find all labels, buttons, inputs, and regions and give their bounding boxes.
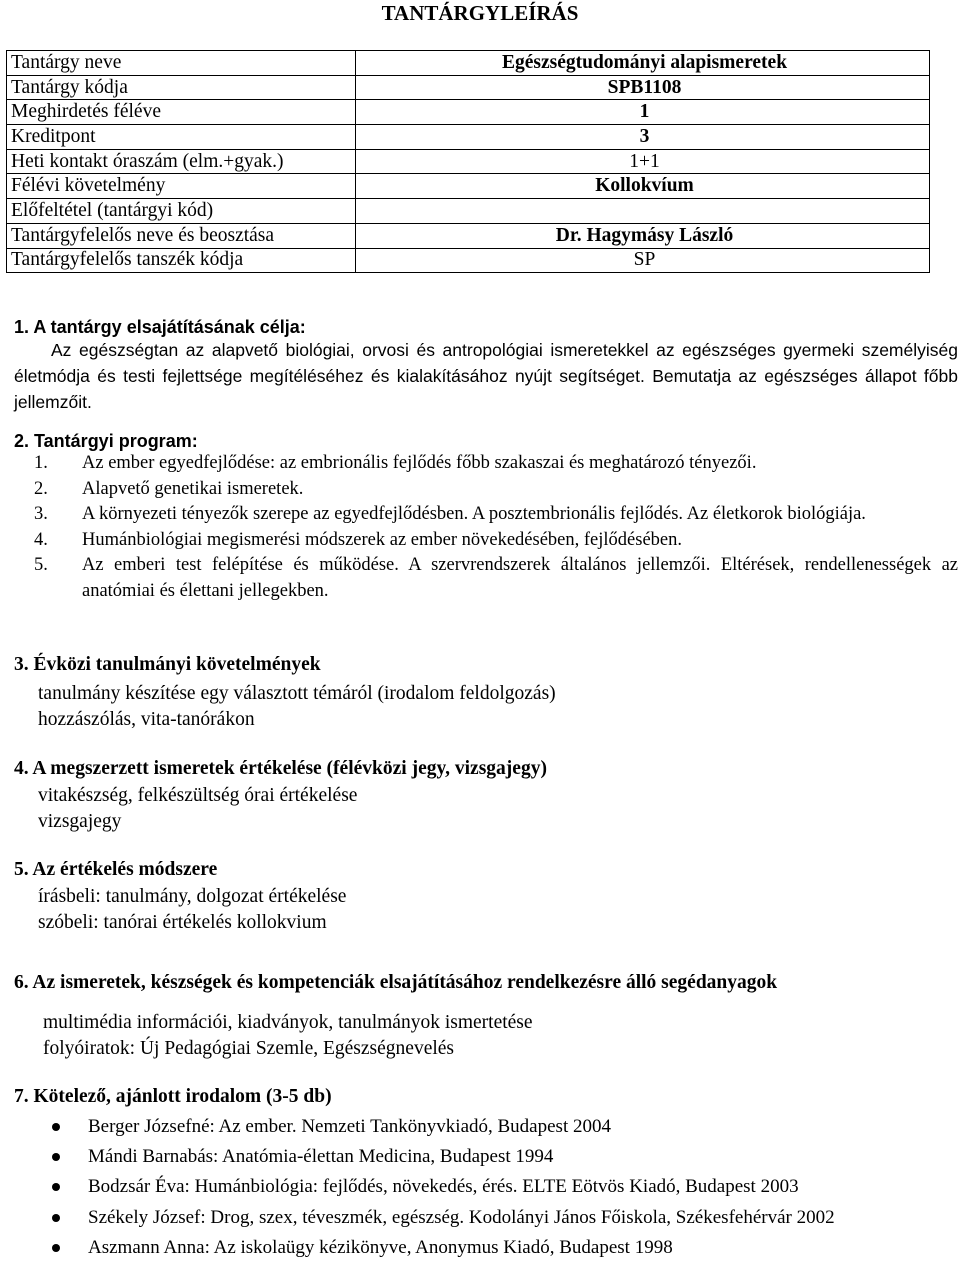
info-value	[356, 199, 930, 224]
section5-line: szóbeli: tanórai értékelés kollokvium	[38, 911, 327, 933]
table-row	[7, 223, 930, 248]
list-item	[14, 451, 958, 477]
list-item	[52, 1203, 835, 1233]
section4-line: vitakészség, felkészültség órai értékelése	[38, 785, 358, 806]
section5-line: írásbeli: tanulmány, dolgozat értékelése	[38, 886, 347, 907]
list-item-number: 1.	[34, 453, 48, 473]
info-label: Tantárgyfelelős tanszék kódja	[7, 248, 356, 273]
bullet-icon	[52, 1183, 60, 1191]
list-item	[14, 502, 958, 528]
bullet-icon	[52, 1244, 60, 1252]
list-item-text: Humánbiológiai megismerési módszerek az ember növekedésében, fejlődésében.	[82, 529, 683, 550]
section1-text-content: Az egészségtan az alapvető biológiai, orvosi és antropológiai ismeretekkel az egészséges gyermeki személyiség életmódja és testi fejlettsége megítéléséhez és kialakításához nyújt segítséget. Bemutatja az egészséges állapot főbb jellemzőit.	[14, 340, 958, 412]
info-label: Meghirdetés féléve	[7, 100, 356, 125]
section4-heading: 4. A megszerzett ismeretek értékelése (félévközi jegy, vizsgajegy)	[14, 758, 547, 779]
list-item-text: Az emberi test felépítése és működése. A szervrendszerek általános jellemzői. Eltérések, rendellenességek az anatómiai és élettani jellegekben.	[82, 555, 958, 601]
list-item-number: 2.	[34, 478, 48, 499]
info-value: 3	[356, 125, 930, 150]
document-title: TANTÁRGYLEÍRÁS	[381, 1, 579, 25]
section4-line: vizsgajegy	[38, 810, 122, 832]
info-label: Tantárgy kódja	[7, 75, 356, 100]
table-row	[7, 174, 930, 199]
table-row	[7, 51, 930, 76]
list-item-number: 5.	[34, 555, 48, 575]
course-info-table	[6, 50, 930, 273]
section2-heading: 2. Tantárgyi program:	[14, 431, 198, 451]
info-value: Egészségtudományi alapismeretek	[356, 51, 930, 76]
info-value: 1+1	[356, 149, 930, 174]
section3-line: hozzászólás, vita-tanórákon	[38, 708, 255, 730]
section6-lines	[43, 1010, 533, 1061]
info-label: Tantárgyfelelős neve és beosztása	[7, 223, 356, 248]
list-item	[52, 1142, 835, 1172]
info-value: Kollokvíum	[356, 174, 930, 199]
list-item-text: Az ember egyedfejlődése: az embrionális fejlődés főbb szakaszai és meghatározó tényezői.	[82, 453, 757, 473]
info-value: SP	[356, 248, 930, 273]
reference-text: Mándi Barnabás: Anatómia-élettan Medicina, Budapest 1994	[88, 1146, 554, 1168]
table-row	[7, 125, 930, 150]
section1-heading: 1. A tantárgy elsajátításának célja:	[14, 317, 306, 337]
reference-text: Aszmann Anna: Az iskolaügy kézikönyve, Anonymus Kiadó, Budapest 1998	[88, 1236, 673, 1258]
info-label: Előfeltétel (tantárgyi kód)	[7, 199, 356, 224]
list-item-number: 4.	[34, 529, 48, 550]
list-item	[14, 528, 958, 554]
info-label: Félévi követelmény	[7, 174, 356, 199]
info-label: Heti kontakt óraszám (elm.+gyak.)	[7, 149, 356, 174]
table-row	[7, 248, 930, 273]
list-item	[14, 553, 958, 604]
list-item-text: A környezeti tényezők szerepe az egyedfejlődésben. A posztembrionális fejlődés. Az életkorok biológiája.	[82, 504, 866, 524]
list-item	[52, 1112, 835, 1142]
program-list	[14, 451, 958, 604]
section6-line: multimédia információi, kiadványok, tanulmányok ismertetése	[43, 1012, 533, 1033]
section6-heading: 6. Az ismeretek, készségek és kompetenciák elsajátításához rendelkezésre álló segédanyagok	[14, 972, 778, 993]
info-value: 1	[356, 100, 930, 125]
reference-text: Székely József: Drog, szex, téveszmék, egészség. Kodolányi János Főiskola, Székesfehérvár 2002	[88, 1206, 835, 1228]
list-item-number: 3.	[34, 504, 48, 524]
reference-list	[52, 1112, 835, 1263]
list-item	[52, 1233, 835, 1263]
section7-heading: 7. Kötelező, ajánlott irodalom (3-5 db)	[14, 1086, 332, 1107]
reference-text: Berger Józsefné: Az ember. Nemzeti Tankönyvkiadó, Budapest 2004	[88, 1116, 611, 1137]
table-row	[7, 199, 930, 224]
info-label: Tantárgy neve	[7, 51, 356, 76]
section5-lines	[38, 884, 346, 935]
bullet-icon	[52, 1153, 60, 1161]
list-item	[14, 477, 958, 503]
info-value: SPB1108	[356, 75, 930, 100]
reference-text: Bodzsár Éva: Humánbiológia: fejlődés, növekedés, érés. ELTE Eötvös Kiadó, Budapest 2003	[88, 1176, 799, 1198]
table-row	[7, 75, 930, 100]
section1-text	[14, 337, 958, 415]
table-row	[7, 149, 930, 174]
section4-lines	[38, 783, 357, 834]
section3-heading: 3. Évközi tanulmányi követelmények	[14, 654, 321, 675]
section3-lines	[38, 681, 556, 732]
section6-line: folyóiratok: Új Pedagógiai Szemle, Egészségnevelés	[43, 1037, 455, 1059]
info-value: Dr. Hagymásy László	[356, 223, 930, 248]
list-item-text: Alapvető genetikai ismeretek.	[82, 478, 304, 499]
bullet-icon	[52, 1123, 60, 1131]
info-label: Kreditpont	[7, 125, 356, 150]
list-item	[52, 1172, 835, 1202]
section3-line: tanulmány készítése egy választott témáról (irodalom feldolgozás)	[38, 683, 556, 704]
table-row	[7, 100, 930, 125]
bullet-icon	[52, 1214, 60, 1222]
section5-heading: 5. Az értékelés módszere	[14, 859, 218, 880]
